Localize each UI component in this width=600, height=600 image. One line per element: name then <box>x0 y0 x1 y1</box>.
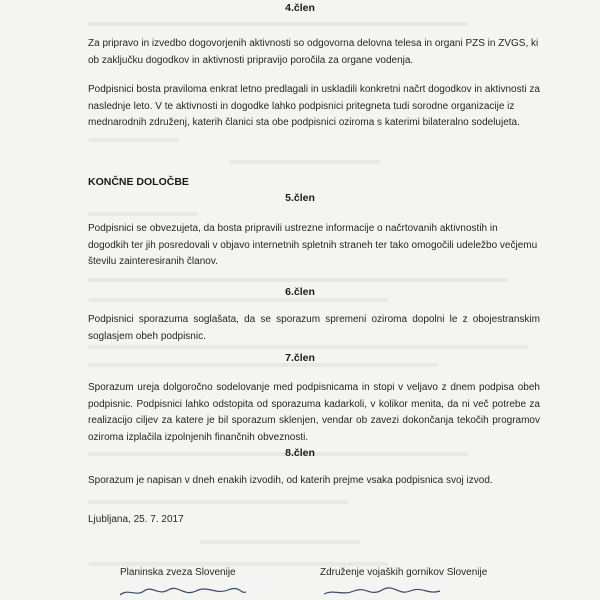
article-4-paragraph-2: Podpisnici bosta praviloma enkrat letno predlagali in uskladili konkretni načrt dogodkov in aktivnosti za naslednje leto. V te aktivnosti in dogodke lahko podpisnici pritegneta tudi sorodne organizacije iz mednarodnih združenj, katerih članici sta obe podpisnici oziroma s katerimi bilateralno sodelujeta. <box>88 84 540 128</box>
signatory-right: Združenje vojaških gornikov Slovenije <box>320 567 488 578</box>
article-8-paragraph-1: Sporazum je napisan v dneh enakih izvodih, od katerih prejme vsaka podpisnica svoj izvod. <box>88 475 493 486</box>
bleed-through-line <box>88 345 528 349</box>
article-4-paragraph-1: Za pripravo in izvedbo dogovorjenih aktivnosti so odgovorna delovna telesa in organi PZS in ZVGS, ki ob zaključku dogodkov in aktivnosti pripravijo poročila za organe vodenja. <box>88 38 539 66</box>
article-7-paragraph-1: Sporazum ureja dolgoročno sodelovanje med podpisnicama in stopi v veljavo z dnem podpisa obeh podpisnic. Podpisnici lahko odstopita od sporazuma kadarkoli, v kolikor menita, da ni več potrebe za realizacijo ciljev za katere je bil sporazum sklenjen, vendar ob zavezi dokončanja tekočih programov oziroma izplačila izpolnjenih finančnih obveznosti. <box>88 382 540 443</box>
signatory-left: Planinska zveza Slovenije <box>120 567 236 578</box>
article-6-heading: 6.člen <box>285 286 315 298</box>
article-6-paragraph-1: Podpisnici sporazuma soglašata, da se sporazum spremeni oziroma dopolni le z obojestranskim soglasjem obeh podpisnic. <box>88 314 540 342</box>
bleed-through-line <box>88 212 198 216</box>
bleed-through-line <box>88 500 348 504</box>
bleed-through-line <box>88 562 388 566</box>
section-title: KONČNE DOLOČBE <box>88 176 189 188</box>
article-5-paragraph-1: Podpisnici se obvezujeta, da bosta pripravili ustrezne informacije o načrtovanih aktivnostih in dogodkih ter jih posredovali v objavo internetnih spletnih straneh ter tako omogočili udeležbo večjemu številu zainteresiranih članov. <box>88 223 538 267</box>
bleed-through-line <box>88 298 388 302</box>
signature-left-scribble <box>118 586 248 598</box>
article-7-heading: 7.člen <box>285 352 315 364</box>
article-8-heading: 8.člen <box>285 447 315 459</box>
bleed-through-line <box>88 22 468 26</box>
place-date: Ljubljana, 25. 7. 2017 <box>88 514 184 525</box>
article-5-heading: 5.člen <box>285 192 315 204</box>
signature-right-scribble <box>322 586 442 598</box>
article-4-heading: 4.člen <box>285 2 315 14</box>
bleed-through-line <box>200 540 360 544</box>
bleed-through-line <box>88 278 508 282</box>
bleed-through-line <box>230 160 380 164</box>
bleed-through-line <box>88 138 178 142</box>
